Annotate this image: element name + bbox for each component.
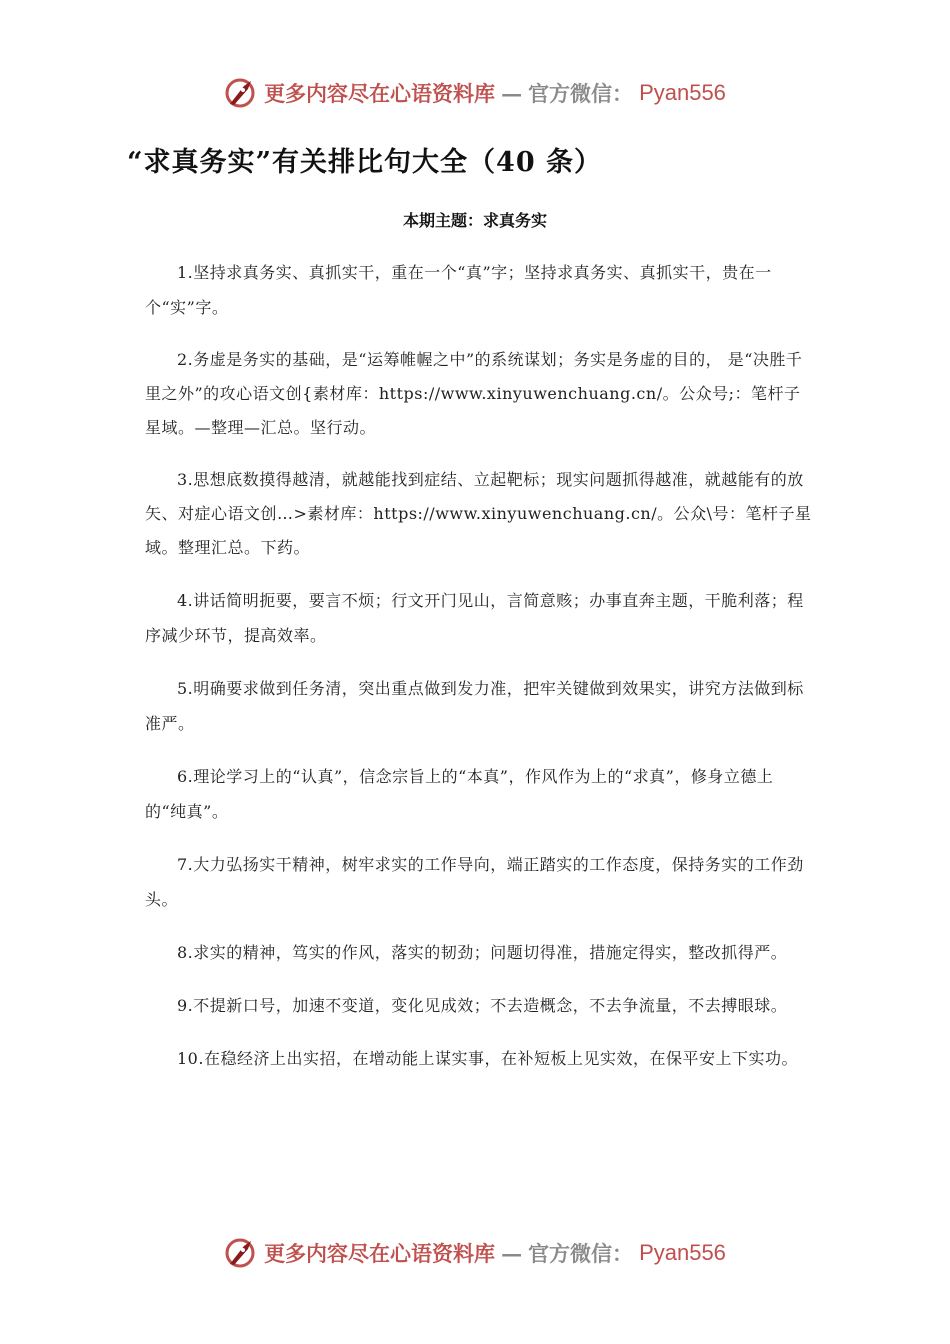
list-item: 4.讲话简明扼要，要言不烦；行文开门见山，言简意赅；办事直奔主题，干脆利落；程序减少环节，提高效率。 [145, 591, 804, 645]
list-item: 7.大力弘扬实干精神，树牢求实的工作导向，端正踏实的工作态度，保持务实的工作劲头。 [145, 855, 804, 909]
page-title: “求真务实”有关排比句大全（40 条） [127, 147, 603, 178]
watermark-banner-top [0, 73, 950, 113]
watermark-separator: — [501, 1240, 523, 1266]
watermark-wechat-id: Pyan556 [639, 1240, 726, 1265]
pen-logo-icon [224, 1236, 258, 1270]
list-item: 2.务虚是务实的基础，是“运筹帷幄之中”的系统谋划；务实是务虚的目的， 是“决胜千里之外”的攻心语文创{素材库：https://www.xinyuwenchuang.cn/。公众号;：笔杆子星域。—整理—汇总。坚行动。 [145, 350, 803, 437]
sentence-list [145, 255, 815, 1094]
watermark-label: 官方微信： [528, 81, 634, 106]
list-item: 3.思想底数摸得越清，就越能找到症结、立起靶标；现实问题抓得越准，就越能有的放矢、对症心语文创…>素材库：https://www.xinyuwenchuang.cn/。公众\号：笔杆子星域。整理汇总。下药。 [145, 470, 812, 557]
watermark-separator: — [501, 80, 523, 106]
list-item: 9.不提新口号，加速不变道，变化见成效；不去造概念，不去争流量，不去搏眼球。 [177, 996, 788, 1015]
watermark-wechat-id: Pyan556 [639, 80, 726, 105]
list-item: 8.求实的精神，笃实的作风，落实的韧劲；问题切得准，措施定得实，整改抓得严。 [177, 943, 788, 962]
watermark-banner-bottom [0, 1233, 950, 1273]
watermark-main-text: 更多内容尽在心语资料库 [264, 1241, 496, 1266]
list-item: 5.明确要求做到任务清，突出重点做到发力准，把牢关键做到效果实，讲究方法做到标准严。 [145, 679, 804, 733]
watermark-label: 官方微信： [528, 1241, 634, 1266]
pen-logo-icon [224, 76, 258, 110]
list-item: 1.坚持求真务实、真抓实干，重在一个“真”字；坚持求真务实、真抓实干，贵在一个“实”字。 [145, 263, 772, 317]
list-item: 6.理论学习上的“认真”，信念宗旨上的“本真”，作风作为上的“求真”，修身立德上的“纯真”。 [145, 767, 774, 821]
page-subtitle: 本期主题：求真务实 [402, 211, 547, 230]
list-item: 10.在稳经济上出实招，在增动能上谋实事，在补短板上见实效，在保平安上下实功。 [177, 1049, 798, 1068]
watermark-main-text: 更多内容尽在心语资料库 [264, 81, 496, 106]
